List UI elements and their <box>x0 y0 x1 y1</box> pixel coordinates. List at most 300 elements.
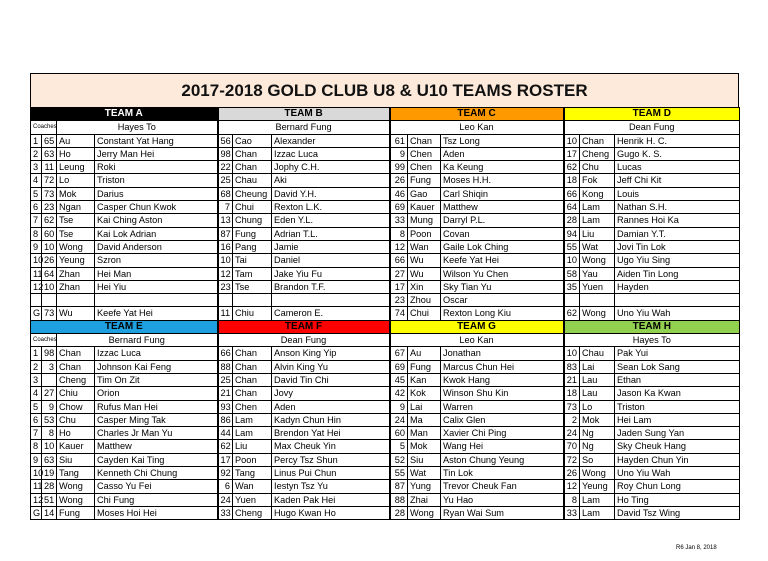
jersey-number-cell: 62 <box>218 440 233 453</box>
jersey-number-cell: 9 <box>390 400 408 413</box>
given-name-cell: Charles Jr Man Yu <box>95 427 218 440</box>
surname-cell: Cheng <box>580 147 615 160</box>
row-index-cell: 7 <box>31 214 42 227</box>
given-name-cell: Jovy <box>272 387 390 400</box>
row-index-cell: 9 <box>31 453 42 466</box>
surname-cell: Yuen <box>233 493 272 506</box>
jersey-number-cell: 94 <box>564 227 580 240</box>
player-row <box>31 227 740 240</box>
given-name-cell: Anson King Yip <box>272 347 390 360</box>
roster-table <box>30 107 740 520</box>
surname-cell: Fung <box>408 174 441 187</box>
jersey-number-cell: 83 <box>564 360 580 373</box>
coach-name: Bernard Fung <box>57 334 218 347</box>
jersey-number-cell: 24 <box>390 413 408 426</box>
given-name-cell: Moses H.H. <box>441 174 564 187</box>
surname-cell: Chui <box>233 201 272 214</box>
jersey-number-cell: 73 <box>42 307 57 320</box>
surname-cell: Tai <box>233 254 272 267</box>
surname-cell: Chu <box>57 413 95 426</box>
given-name-cell: Chi Fung <box>95 493 218 506</box>
surname-cell: Chan <box>408 134 441 147</box>
surname-cell: Wu <box>408 267 441 280</box>
jersey-number-cell <box>42 294 57 307</box>
surname-cell: Lai <box>580 360 615 373</box>
surname-cell: Siu <box>57 453 95 466</box>
player-row <box>31 161 740 174</box>
surname-cell: Wong <box>408 506 441 519</box>
given-name-cell: Triston <box>95 174 218 187</box>
surname-cell: Chan <box>233 347 272 360</box>
row-index-cell: 12 <box>31 280 42 293</box>
surname-cell: Wan <box>408 240 441 253</box>
jersey-number-cell: 86 <box>218 413 233 426</box>
given-name-cell: Matthew <box>441 201 564 214</box>
given-name-cell: Kaden Pak Hei <box>272 493 390 506</box>
given-name-cell: Linus Pui Chun <box>272 467 390 480</box>
jersey-number-cell: 26 <box>42 254 57 267</box>
jersey-number-cell: 99 <box>390 161 408 174</box>
given-name-cell: Tim On Zit <box>95 373 218 386</box>
surname-cell: Wan <box>233 480 272 493</box>
surname-cell: Mok <box>408 440 441 453</box>
surname-cell: Kauer <box>57 440 95 453</box>
jersey-number-cell: 24 <box>564 427 580 440</box>
given-name-cell: Hei Yiu <box>95 280 218 293</box>
surname-cell: Ng <box>580 440 615 453</box>
jersey-number-cell: 66 <box>218 347 233 360</box>
jersey-number-cell: 12 <box>564 480 580 493</box>
jersey-number-cell: 73 <box>564 400 580 413</box>
player-row <box>31 187 740 200</box>
given-name-cell: Constant Yat Hang <box>95 134 218 147</box>
row-index-cell: 1 <box>31 347 42 360</box>
given-name-cell: Max Cheuk Yin <box>272 440 390 453</box>
player-row <box>31 400 740 413</box>
surname-cell: Chan <box>233 360 272 373</box>
given-name-cell: Rexton Long Kiu <box>441 307 564 320</box>
surname-cell: Lam <box>233 427 272 440</box>
surname-cell: Pang <box>233 240 272 253</box>
jersey-number-cell: 11 <box>218 307 233 320</box>
given-name-cell: Tin Lok <box>441 467 564 480</box>
jersey-number-cell: 26 <box>390 174 408 187</box>
given-name-cell: Xavier Chi Ping <box>441 427 564 440</box>
jersey-number-cell: 69 <box>390 201 408 214</box>
row-index-cell: 10 <box>31 254 42 267</box>
given-name-cell: Jamie <box>272 240 390 253</box>
surname-cell: Poon <box>233 453 272 466</box>
surname-cell: Mok <box>57 187 95 200</box>
given-name-cell: Kadyn Chun Hin <box>272 413 390 426</box>
coach-name: Hayes To <box>564 334 740 347</box>
player-row <box>31 373 740 386</box>
jersey-number-cell: 98 <box>218 147 233 160</box>
given-name-cell: Aiden Tin Long <box>615 267 740 280</box>
coaches-label: Coaches <box>31 121 57 134</box>
jersey-number-cell: 9 <box>390 147 408 160</box>
player-row <box>31 174 740 187</box>
surname-cell: Lam <box>580 214 615 227</box>
surname-cell: Chow <box>57 400 95 413</box>
surname-cell: Fung <box>408 360 441 373</box>
given-name-cell: Izzac Luca <box>95 347 218 360</box>
given-name-cell: Hayden <box>615 280 740 293</box>
given-name-cell: Hugo Kwan Ho <box>272 506 390 519</box>
given-name-cell: Damian Y.T. <box>615 227 740 240</box>
row-index-cell: 6 <box>31 201 42 214</box>
given-name-cell: Alvin King Yu <box>272 360 390 373</box>
surname-cell: Zhan <box>57 267 95 280</box>
given-name-cell: Aston Chung Yeung <box>441 453 564 466</box>
surname-cell: Siu <box>408 453 441 466</box>
surname-cell <box>57 294 95 307</box>
given-name-cell <box>272 294 390 307</box>
given-name-cell: Calix Glen <box>441 413 564 426</box>
jersey-number-cell: 46 <box>390 187 408 200</box>
player-row <box>31 214 740 227</box>
player-row <box>31 493 740 506</box>
player-row <box>31 360 740 373</box>
surname-cell: Lo <box>580 400 615 413</box>
surname-cell: Lau <box>580 373 615 386</box>
surname-cell: Liu <box>233 440 272 453</box>
given-name-cell: Orion <box>95 387 218 400</box>
surname-cell: Ng <box>580 427 615 440</box>
surname-cell: Zhou <box>408 294 441 307</box>
surname-cell: Chan <box>233 387 272 400</box>
surname-cell: Chan <box>580 134 615 147</box>
jersey-number-cell: 33 <box>564 506 580 519</box>
jersey-number-cell: 44 <box>218 427 233 440</box>
surname-cell: Wong <box>580 467 615 480</box>
surname-cell: Ho <box>57 147 95 160</box>
team-name-header: TEAM G <box>390 320 564 333</box>
given-name-cell: Gugo K. S. <box>615 147 740 160</box>
surname-cell: Chui <box>408 307 441 320</box>
surname-cell <box>233 294 272 307</box>
jersey-number-cell: 3 <box>42 360 57 373</box>
surname-cell: Ho <box>57 427 95 440</box>
jersey-number-cell: 19 <box>42 467 57 480</box>
row-index-cell: 3 <box>31 161 42 174</box>
surname-cell: Zhai <box>408 493 441 506</box>
given-name-cell: Aden <box>441 147 564 160</box>
row-index-cell: 8 <box>31 440 42 453</box>
given-name-cell: Jake Yiu Fu <box>272 267 390 280</box>
jersey-number-cell: 10 <box>42 240 57 253</box>
jersey-number-cell: 11 <box>42 161 57 174</box>
page-title: 2017-2018 GOLD CLUB U8 & U10 TEAMS ROSTER <box>30 73 739 107</box>
surname-cell: Au <box>57 134 95 147</box>
given-name-cell: Carl Shiqin <box>441 187 564 200</box>
given-name-cell: Covan <box>441 227 564 240</box>
surname-cell: Cao <box>233 134 272 147</box>
jersey-number-cell: 68 <box>218 187 233 200</box>
row-index-cell: 12 <box>31 493 42 506</box>
surname-cell: Tam <box>233 267 272 280</box>
given-name-cell: Jerry Man Hei <box>95 147 218 160</box>
given-name-cell: Ugo Yiu Sing <box>615 254 740 267</box>
surname-cell: Wong <box>57 240 95 253</box>
player-row <box>31 147 740 160</box>
given-name-cell: Kai Lok Adrian <box>95 227 218 240</box>
surname-cell: Ma <box>408 413 441 426</box>
jersey-number-cell: 18 <box>564 174 580 187</box>
jersey-number-cell: 62 <box>42 214 57 227</box>
surname-cell: Chen <box>233 400 272 413</box>
surname-cell: Chan <box>233 147 272 160</box>
given-name-cell: Gaile Lok Ching <box>441 240 564 253</box>
jersey-number-cell: 13 <box>218 214 233 227</box>
surname-cell: Yuen <box>580 280 615 293</box>
surname-cell: Chung <box>233 214 272 227</box>
jersey-number-cell: 87 <box>218 227 233 240</box>
surname-cell: Chen <box>408 161 441 174</box>
jersey-number-cell: 10 <box>218 254 233 267</box>
surname-cell: Lau <box>580 387 615 400</box>
given-name-cell <box>95 294 218 307</box>
player-row <box>31 427 740 440</box>
jersey-number-cell: 23 <box>390 294 408 307</box>
player-row <box>31 467 740 480</box>
coach-name: Dean Fung <box>218 334 390 347</box>
row-index-cell: 2 <box>31 147 42 160</box>
given-name-cell: Kwok Hang <box>441 373 564 386</box>
jersey-number-cell: 2 <box>564 413 580 426</box>
given-name-cell: Darryl P.L. <box>441 214 564 227</box>
jersey-number-cell: 87 <box>390 480 408 493</box>
surname-cell: Lo <box>57 174 95 187</box>
given-name-cell: Oscar <box>441 294 564 307</box>
given-name-cell: Winson Shu Kin <box>441 387 564 400</box>
surname-cell: Tse <box>57 227 95 240</box>
jersey-number-cell: 73 <box>42 187 57 200</box>
team-name-header: TEAM E <box>31 320 218 333</box>
jersey-number-cell: 27 <box>390 267 408 280</box>
given-name-cell: Izzac Luca <box>272 147 390 160</box>
given-name-cell: Sky Tian Yu <box>441 280 564 293</box>
player-row <box>31 387 740 400</box>
jersey-number-cell: 12 <box>390 240 408 253</box>
surname-cell: Chiu <box>233 307 272 320</box>
given-name-cell: David Anderson <box>95 240 218 253</box>
jersey-number-cell: 7 <box>218 201 233 214</box>
surname-cell: Lai <box>408 400 441 413</box>
coach-name: Leo Kan <box>390 121 564 134</box>
jersey-number-cell: 92 <box>218 467 233 480</box>
row-index-cell: 3 <box>31 373 42 386</box>
given-name-cell: Hayden Chun Yin <box>615 453 740 466</box>
player-row <box>31 413 740 426</box>
jersey-number-cell <box>564 294 580 307</box>
team-header-row <box>31 108 740 121</box>
player-row <box>31 440 740 453</box>
given-name-cell: Percy Tsz Shun <box>272 453 390 466</box>
given-name-cell: Jonathan <box>441 347 564 360</box>
jersey-number-cell: 22 <box>218 161 233 174</box>
surname-cell: Xin <box>408 280 441 293</box>
team-name-header: TEAM F <box>218 320 390 333</box>
jersey-number-cell: 8 <box>564 493 580 506</box>
player-row <box>31 453 740 466</box>
jersey-number-cell: 67 <box>390 347 408 360</box>
jersey-number-cell: 10 <box>42 280 57 293</box>
row-index-cell: 9 <box>31 240 42 253</box>
coaches-label: Coaches <box>31 334 57 347</box>
jersey-number-cell: 33 <box>390 214 408 227</box>
row-index-cell: 10 <box>31 467 42 480</box>
surname-cell: Tang <box>57 467 95 480</box>
jersey-number-cell: 61 <box>390 134 408 147</box>
coaches-row <box>31 121 740 134</box>
jersey-number-cell <box>218 294 233 307</box>
surname-cell: Yeung <box>57 254 95 267</box>
given-name-cell: Ryan Wai Sum <box>441 506 564 519</box>
given-name-cell: Kenneth Chi Chung <box>95 467 218 480</box>
surname-cell: Chiu <box>57 387 95 400</box>
given-name-cell: Ka Keung <box>441 161 564 174</box>
jersey-number-cell: 9 <box>42 400 57 413</box>
jersey-number-cell: 63 <box>42 453 57 466</box>
given-name-cell: Wang Hei <box>441 440 564 453</box>
jersey-number-cell: 33 <box>218 506 233 519</box>
surname-cell: Liu <box>580 227 615 240</box>
given-name-cell: Brandon T.F. <box>272 280 390 293</box>
jersey-number-cell: 17 <box>218 453 233 466</box>
surname-cell: Cheung <box>233 187 272 200</box>
jersey-number-cell: 72 <box>564 453 580 466</box>
row-index-cell: 11 <box>31 267 42 280</box>
given-name-cell: Jovi Tin Lok <box>615 240 740 253</box>
surname-cell: Cheng <box>233 506 272 519</box>
given-name-cell: Alexander <box>272 134 390 147</box>
jersey-number-cell: 70 <box>564 440 580 453</box>
player-row <box>31 307 740 320</box>
team-header-row <box>31 320 740 333</box>
roster-sheet <box>30 73 739 520</box>
surname-cell: Mok <box>580 413 615 426</box>
jersey-number-cell: 24 <box>218 493 233 506</box>
jersey-number-cell: 52 <box>390 453 408 466</box>
given-name-cell: Uno Yiu Wah <box>615 467 740 480</box>
jersey-number-cell: 27 <box>42 387 57 400</box>
surname-cell: Gao <box>408 187 441 200</box>
coach-name: Leo Kan <box>390 334 564 347</box>
given-name-cell: Brendon Yat Hei <box>272 427 390 440</box>
surname-cell: Mung <box>408 214 441 227</box>
given-name-cell: Keefe Yat Hei <box>441 254 564 267</box>
jersey-number-cell: 5 <box>390 440 408 453</box>
player-row <box>31 294 740 307</box>
given-name-cell: Henrik H. C. <box>615 134 740 147</box>
surname-cell: Au <box>408 347 441 360</box>
jersey-number-cell: 23 <box>218 280 233 293</box>
player-row <box>31 240 740 253</box>
jersey-number-cell: 88 <box>218 360 233 373</box>
player-row <box>31 254 740 267</box>
surname-cell: Yeung <box>580 480 615 493</box>
jersey-number-cell: 23 <box>42 201 57 214</box>
surname-cell: Wong <box>580 254 615 267</box>
row-index-cell: G <box>31 506 42 519</box>
surname-cell: Kan <box>408 373 441 386</box>
jersey-number-cell: 55 <box>390 467 408 480</box>
player-row <box>31 134 740 147</box>
surname-cell: Wong <box>580 307 615 320</box>
jersey-number-cell: 10 <box>42 440 57 453</box>
surname-cell: Wong <box>57 480 95 493</box>
given-name-cell: Jeff Chi Kit <box>615 174 740 187</box>
given-name-cell: Jophy C.H. <box>272 161 390 174</box>
surname-cell: Chan <box>57 347 95 360</box>
row-index-cell: 5 <box>31 187 42 200</box>
given-name-cell: David Tin Chi <box>272 373 390 386</box>
row-index-cell: 5 <box>31 400 42 413</box>
row-index-cell: G <box>31 307 42 320</box>
given-name-cell: Darius <box>95 187 218 200</box>
given-name-cell: Casso Yu Fei <box>95 480 218 493</box>
jersey-number-cell: 60 <box>390 427 408 440</box>
given-name-cell: Keefe Yat Hei <box>95 307 218 320</box>
surname-cell: Chan <box>233 373 272 386</box>
given-name-cell: Iestyn Tsz Yu <box>272 480 390 493</box>
row-index-cell <box>31 294 42 307</box>
given-name-cell: Sean Lok Sang <box>615 360 740 373</box>
given-name-cell: Rexton L.K. <box>272 201 390 214</box>
jersey-number-cell: 45 <box>390 373 408 386</box>
jersey-number-cell: 8 <box>42 427 57 440</box>
jersey-number-cell: 10 <box>564 254 580 267</box>
given-name-cell <box>615 294 740 307</box>
surname-cell: Wat <box>408 467 441 480</box>
given-name-cell: Marcus Chun Hei <box>441 360 564 373</box>
jersey-number-cell: 58 <box>564 267 580 280</box>
jersey-number-cell: 10 <box>564 347 580 360</box>
jersey-number-cell: 53 <box>42 413 57 426</box>
jersey-number-cell: 60 <box>42 227 57 240</box>
jersey-number-cell: 72 <box>42 174 57 187</box>
surname-cell: Zhan <box>57 280 95 293</box>
surname-cell: Kok <box>408 387 441 400</box>
given-name-cell: Johnson Kai Feng <box>95 360 218 373</box>
jersey-number-cell: 93 <box>218 400 233 413</box>
given-name-cell: Roy Chun Long <box>615 480 740 493</box>
team-name-header: TEAM D <box>564 108 740 121</box>
surname-cell: Fung <box>233 227 272 240</box>
surname-cell: Fung <box>57 506 95 519</box>
coach-name: Dean Fung <box>564 121 740 134</box>
jersey-number-cell: 51 <box>42 493 57 506</box>
jersey-number-cell: 17 <box>564 147 580 160</box>
given-name-cell: David Y.H. <box>272 187 390 200</box>
team-name-header: TEAM C <box>390 108 564 121</box>
jersey-number-cell: 26 <box>564 467 580 480</box>
surname-cell: Wu <box>57 307 95 320</box>
given-name-cell: Aden <box>272 400 390 413</box>
given-name-cell: Yu Hao <box>441 493 564 506</box>
given-name-cell: Rufus Man Hei <box>95 400 218 413</box>
jersey-number-cell: 10 <box>564 134 580 147</box>
given-name-cell: Szron <box>95 254 218 267</box>
given-name-cell: Moses Hoi Hei <box>95 506 218 519</box>
surname-cell: Poon <box>408 227 441 240</box>
given-name-cell: Triston <box>615 400 740 413</box>
row-index-cell: 4 <box>31 387 42 400</box>
surname-cell: Lam <box>580 493 615 506</box>
given-name-cell: Uno Yiu Wah <box>615 307 740 320</box>
given-name-cell: Daniel <box>272 254 390 267</box>
